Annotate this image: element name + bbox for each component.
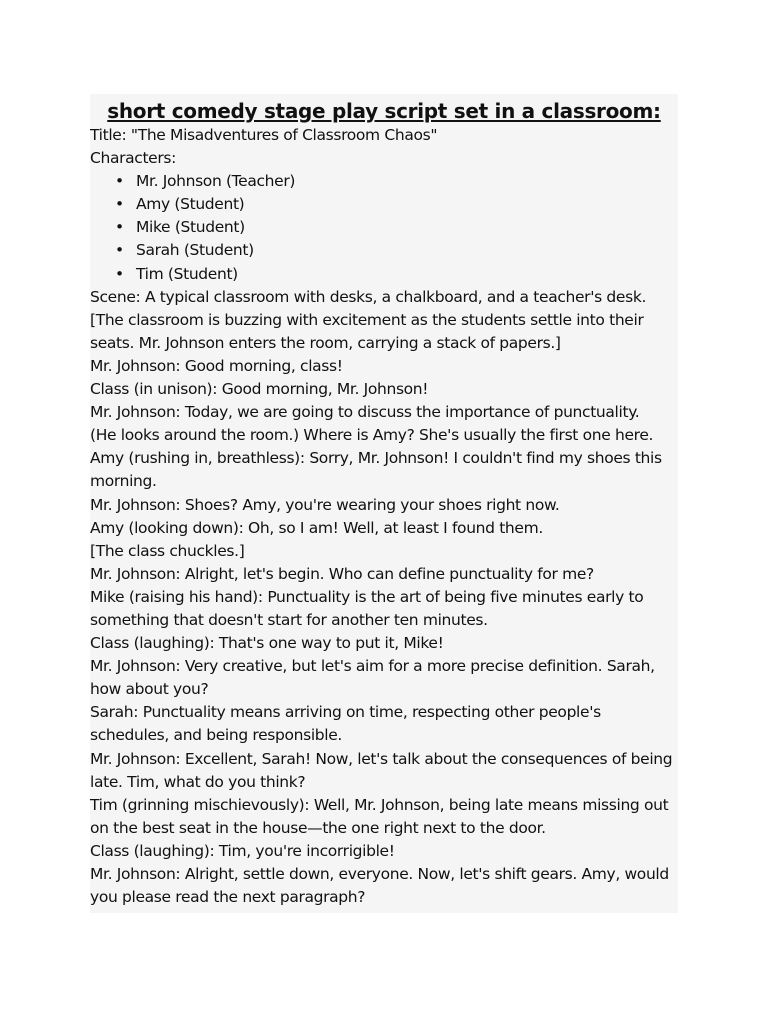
script-line: Mike (raising his hand): Punctuality is the art of being five minutes early to (90, 587, 644, 606)
character-name: Mike (Student) (136, 218, 245, 237)
character-name: Sarah (Student) (136, 241, 254, 260)
script-line: morning. (90, 472, 157, 491)
script-line: [The classroom is buzzing with excitement as the students settle into their (90, 310, 644, 329)
script-line: Sarah: Punctuality means arriving on time, respecting other people's (90, 703, 601, 722)
character-name: Amy (Student) (136, 195, 245, 214)
script-line: something that doesn't start for another ten minutes. (90, 610, 488, 629)
bullet-icon: • (115, 241, 124, 260)
script-line: you please read the next paragraph? (90, 888, 366, 907)
script-line: how about you? (90, 680, 209, 699)
character-name: Tim (Student) (136, 264, 238, 283)
title-line: Title: "The Misadventures of Classroom Chaos" (90, 126, 438, 144)
script-line: [The class chuckles.] (90, 541, 245, 560)
script-document (90, 94, 678, 913)
script-line: Scene: A typical classroom with desks, a chalkboard, and a teacher's desk. (90, 287, 647, 306)
document-heading: short comedy stage play script set in a classroom: (107, 99, 661, 123)
script-line: Class (laughing): That's one way to put it, Mike! (90, 634, 444, 653)
list-item (90, 170, 678, 193)
list-item (90, 216, 678, 239)
list-item (90, 193, 678, 216)
script-line: Mr. Johnson: Shoes? Amy, you're wearing your shoes right now. (90, 495, 560, 514)
script-line: (He looks around the room.) Where is Amy? She's usually the first one here. (90, 426, 654, 445)
script-line: late. Tim, what do you think? (90, 772, 306, 791)
characters-label: Characters: (90, 149, 176, 168)
bullet-icon: • (115, 195, 124, 214)
script-line: Class (laughing): Tim, you're incorrigible! (90, 841, 395, 860)
bullet-icon: • (115, 218, 124, 237)
script-line: Mr. Johnson: Excellent, Sarah! Now, let's talk about the consequences of being (90, 749, 673, 768)
script-line: seats. Mr. Johnson enters the room, carrying a stack of papers.] (90, 333, 561, 352)
bullet-icon: • (115, 264, 124, 283)
list-item (90, 263, 678, 286)
script-body (90, 124, 678, 909)
script-line: Mr. Johnson: Alright, let's begin. Who can define punctuality for me? (90, 564, 594, 583)
list-item (90, 239, 678, 262)
script-line: Amy (rushing in, breathless): Sorry, Mr. Johnson! I couldn't find my shoes this (90, 449, 662, 468)
script-line: Mr. Johnson: Good morning, class! (90, 356, 343, 375)
script-line: Class (in unison): Good morning, Mr. Johnson! (90, 380, 429, 399)
script-line: Mr. Johnson: Today, we are going to discuss the importance of punctuality. (90, 403, 640, 422)
script-line: Tim (grinning mischievously): Well, Mr. Johnson, being late means missing out (90, 795, 669, 814)
script-line: Mr. Johnson: Alright, settle down, everyone. Now, let's shift gears. Amy, would (90, 865, 669, 883)
script-line: Amy (looking down): Oh, so I am! Well, at least I found them. (90, 518, 543, 537)
script-line: on the best seat in the house—the one right next to the door. (90, 818, 546, 837)
character-name: Mr. Johnson (Teacher) (136, 172, 296, 191)
script-line: Mr. Johnson: Very creative, but let's aim for a more precise definition. Sarah, (90, 657, 655, 676)
character-list (90, 170, 678, 285)
bullet-icon: • (115, 172, 124, 191)
script-line: schedules, and being responsible. (90, 726, 342, 745)
